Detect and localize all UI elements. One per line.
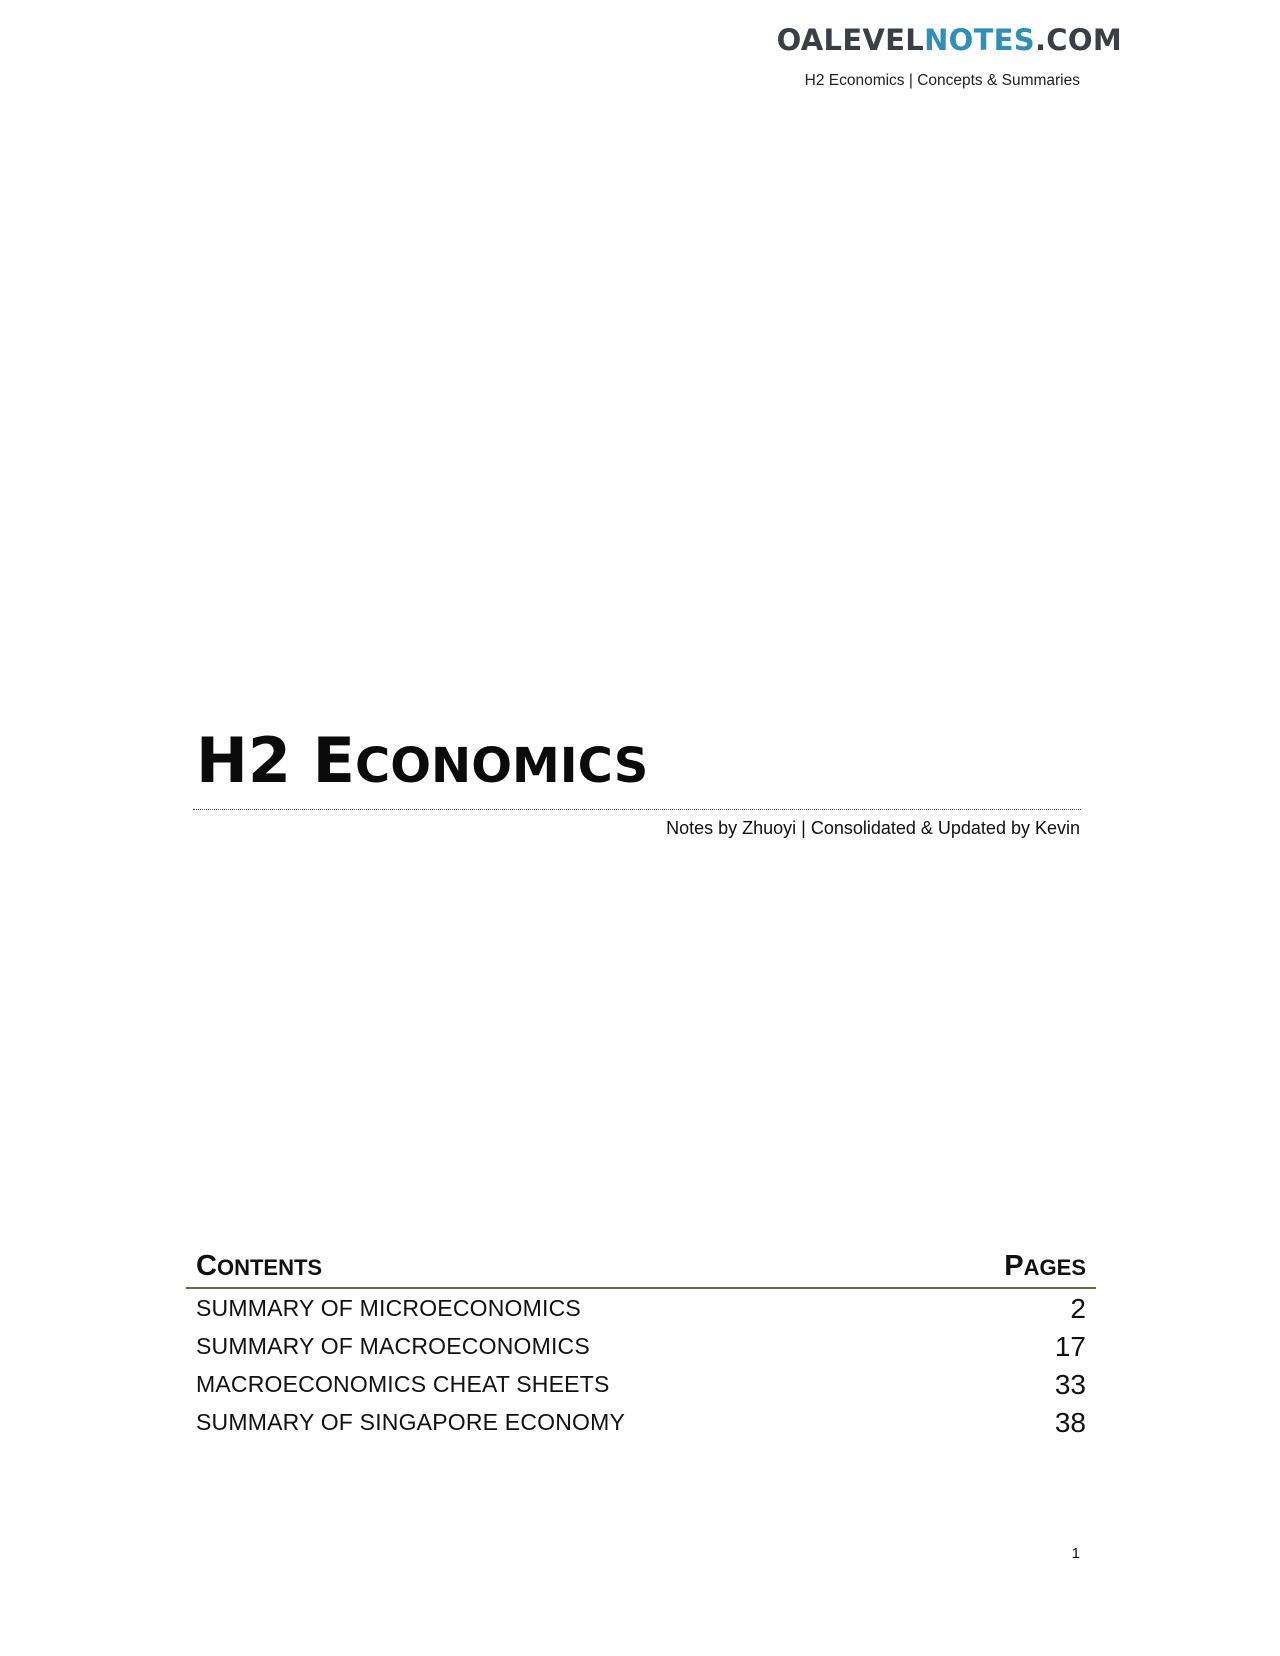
contents-initial: C <box>196 1250 217 1282</box>
page-number: 1 <box>1071 1545 1080 1562</box>
toc-row[interactable] <box>186 1289 1096 1327</box>
title-divider <box>193 809 1081 810</box>
contents-rest: ONTENTS <box>216 1255 323 1280</box>
toc-item-page: 33 <box>1054 1369 1086 1400</box>
toc-item-label: MACROECONOMICS CHEAT SHEETS <box>196 1371 610 1397</box>
logo-text-com: .COM <box>1034 23 1122 57</box>
pages-rest: AGES <box>1023 1255 1086 1280</box>
title-rest: CONOMICS <box>354 738 649 794</box>
logo-text-oalevel: OALEVEL <box>776 23 925 57</box>
logo-text-notes: NOTES <box>924 23 1035 57</box>
toc-item-page: 17 <box>1054 1331 1086 1362</box>
toc-row[interactable] <box>186 1327 1096 1365</box>
toc-row[interactable] <box>186 1365 1096 1403</box>
toc-item-label: SUMMARY OF SINGAPORE ECONOMY <box>196 1409 626 1435</box>
toc-item-page: 2 <box>1070 1293 1086 1324</box>
toc-header <box>186 1249 1096 1289</box>
document-title <box>196 724 649 797</box>
site-logo <box>776 23 1122 57</box>
toc-item-label: SUMMARY OF MACROECONOMICS <box>196 1333 590 1359</box>
toc-item-page: 38 <box>1054 1407 1086 1438</box>
table-of-contents <box>186 1249 1096 1441</box>
author-byline: Notes by Zhuoyi | Consolidated & Updated by Kevin <box>666 818 1080 838</box>
title-initial: E <box>312 724 355 797</box>
title-h2: H2 <box>196 724 292 797</box>
pages-initial: P <box>1004 1250 1024 1282</box>
toc-pages-heading <box>1004 1250 1086 1283</box>
toc-contents-heading <box>196 1250 322 1283</box>
toc-item-label: SUMMARY OF MICROECONOMICS <box>196 1295 581 1321</box>
header-subtitle: H2 Economics | Concepts & Summaries <box>804 72 1080 89</box>
toc-row[interactable] <box>186 1403 1096 1441</box>
